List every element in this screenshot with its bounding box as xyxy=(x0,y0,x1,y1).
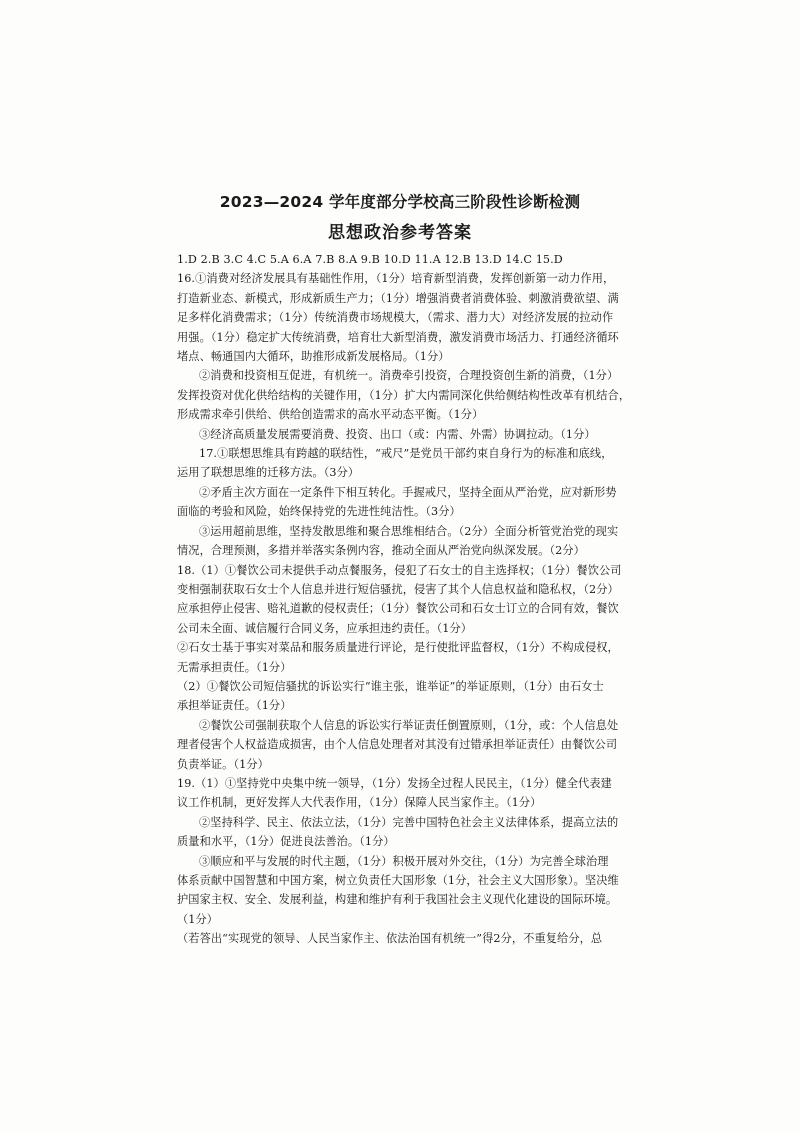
answer-line: ②消费和投资相互促进，有机统一。消费牵引投资，合理投资创生新的消费，（1分） xyxy=(199,369,619,383)
answer-line: ③经济高质量发展需要消费、投资、出口（或：内需、外需）协调拉动。（1分） xyxy=(199,427,596,441)
answer-line: 面临的考验和风险，始终保持党的先进性纯洁性。（3分） xyxy=(177,505,461,519)
answer-line: 护国家主权、安全、发展利益，构建和维护有利于我国社会主义现代化建设的国际环境。 xyxy=(177,893,618,907)
answer-line: 打造新业态、新模式，形成新质生产力；（1分）增强消费者消费体验、刺激消费欲望、满 xyxy=(177,291,619,305)
answer-line: ②石女士基于事实对菜品和服务质量进行评论，是行使批评监督权，（1分）不构成侵权， xyxy=(177,641,619,655)
answer-line: 议工作机制，更好发挥人大代表作用，（1分）保障人民当家作主。（1分） xyxy=(177,796,542,810)
answer-line: 公司未全面、诚信履行合同义务，应承担违约责任。（1分） xyxy=(177,621,473,635)
answer-line: 承担举证责任。（1分） xyxy=(177,699,292,713)
answer-line: ②餐饮公司强制获取个人信息的诉讼实行举证责任倒置原则，（1分，或：个人信息处 xyxy=(199,718,619,732)
answer-line: 用强。（1分）稳定扩大传统消费，培育壮大新型消费，激发消费市场活力、打通经济循环 xyxy=(177,330,619,344)
answer-line: ②坚持科学、民主、依法立法，（1分）完善中国特色社会主义法律体系，提高立法的 xyxy=(199,815,619,829)
answer-line: ③运用超前思维，坚持发散思维和聚合思维相结合。（2分）全面分析管党治党的现实 xyxy=(199,524,619,538)
answer-line: 负责举证。（1分） xyxy=(177,757,269,771)
answer-body xyxy=(177,250,632,949)
answer-line: （1分） xyxy=(177,912,219,926)
answer-line: 16.①消费对经济发展具有基础性作用，（1分）培育新型消费，发挥创新第一动力作用， xyxy=(177,272,615,286)
answer-line: 堵点、畅通国内大循环，助推形成新发展格局。（1分） xyxy=(177,350,450,364)
page-title: 2023—2024 学年度部分学校高三阶段性诊断检测 xyxy=(219,193,581,211)
answer-line: 情况，合理预测，多措并举落实条例内容，推动全面从严治党向纵深发展。（2分） xyxy=(177,544,585,558)
answer-line: 18.（1）①餐饮公司未提供手动点餐服务，侵犯了石女士的自主选择权；（1分）餐饮公司 xyxy=(177,563,622,577)
answer-line: （2）①餐饮公司短信骚扰的诉讼实行“谁主张，谁举证”的举证原则，（1分）由石女士 xyxy=(177,679,604,693)
answer-line: 理者侵害个人权益造成损害，由个人信息处理者对其没有过错承担举证责任）由餐饮公司 xyxy=(177,738,618,752)
answer-line: ③顺应和平与发展的时代主题，（1分）积极开展对外交往，（1分）为完善全球治理 xyxy=(199,854,609,868)
answer-line: 足多样化消费需求；（1分）传统消费市场规模大，（需求、潜力大）对经济发展的拉动作 xyxy=(177,311,614,325)
answer-line: 应承担停止侵害、赔礼道歉的侵权责任；（1分）餐饮公司和石女士订立的合同有效，餐饮 xyxy=(177,602,619,616)
answer-line: 19.（1）①坚持党中央集中统一领导，（1分）发扬全过程人民民主，（1分）健全代表建 xyxy=(177,776,612,790)
answer-line: 17.①联想思维具有跨越的联结性，“戒尺”是党员干部约束自身行为的标准和底线， xyxy=(199,447,613,461)
answer-line: 形成需求牵引供给、供给创造需求的高水平动态平衡。（1分） xyxy=(177,408,484,422)
answer-line: 变相强制获取石女士个人信息并进行短信骚扰，侵害了其个人信息权益和隐私权，（2分） xyxy=(177,582,619,596)
answer-line: ②矛盾主次方面在一定条件下相互转化。手握戒尺，坚持全面从严治党，应对新形势 xyxy=(199,485,617,499)
answer-line: （若答出“实现党的领导、人民当家作主、依法治国有机统一”得2分，不重复给分，总 xyxy=(177,932,603,946)
answer-line: 1.D 2.B 3.C 4.C 5.A 6.A 7.B 8.A 9.B 10.D 11.A 12.B 13.D 14.C 15.D xyxy=(177,253,563,266)
answer-line: 运用了联想思维的迁移方法。（3分） xyxy=(177,466,360,480)
answer-line: 发挥投资对优化供给结构的关键作用，（1分）扩大内需同深化供给侧结构性改革有机结合， xyxy=(177,388,631,402)
answer-line: 无需承担责任。（1分） xyxy=(177,660,292,674)
answer-line: 体系贡献中国智慧和中国方案，树立负责任大国形象（1分，社会主义大国形象）。坚决维 xyxy=(177,874,619,887)
page-subtitle: 思想政治参考答案 xyxy=(328,223,472,243)
answer-line: 质量和水平，（1分）促进良法善治。（1分） xyxy=(177,835,395,849)
